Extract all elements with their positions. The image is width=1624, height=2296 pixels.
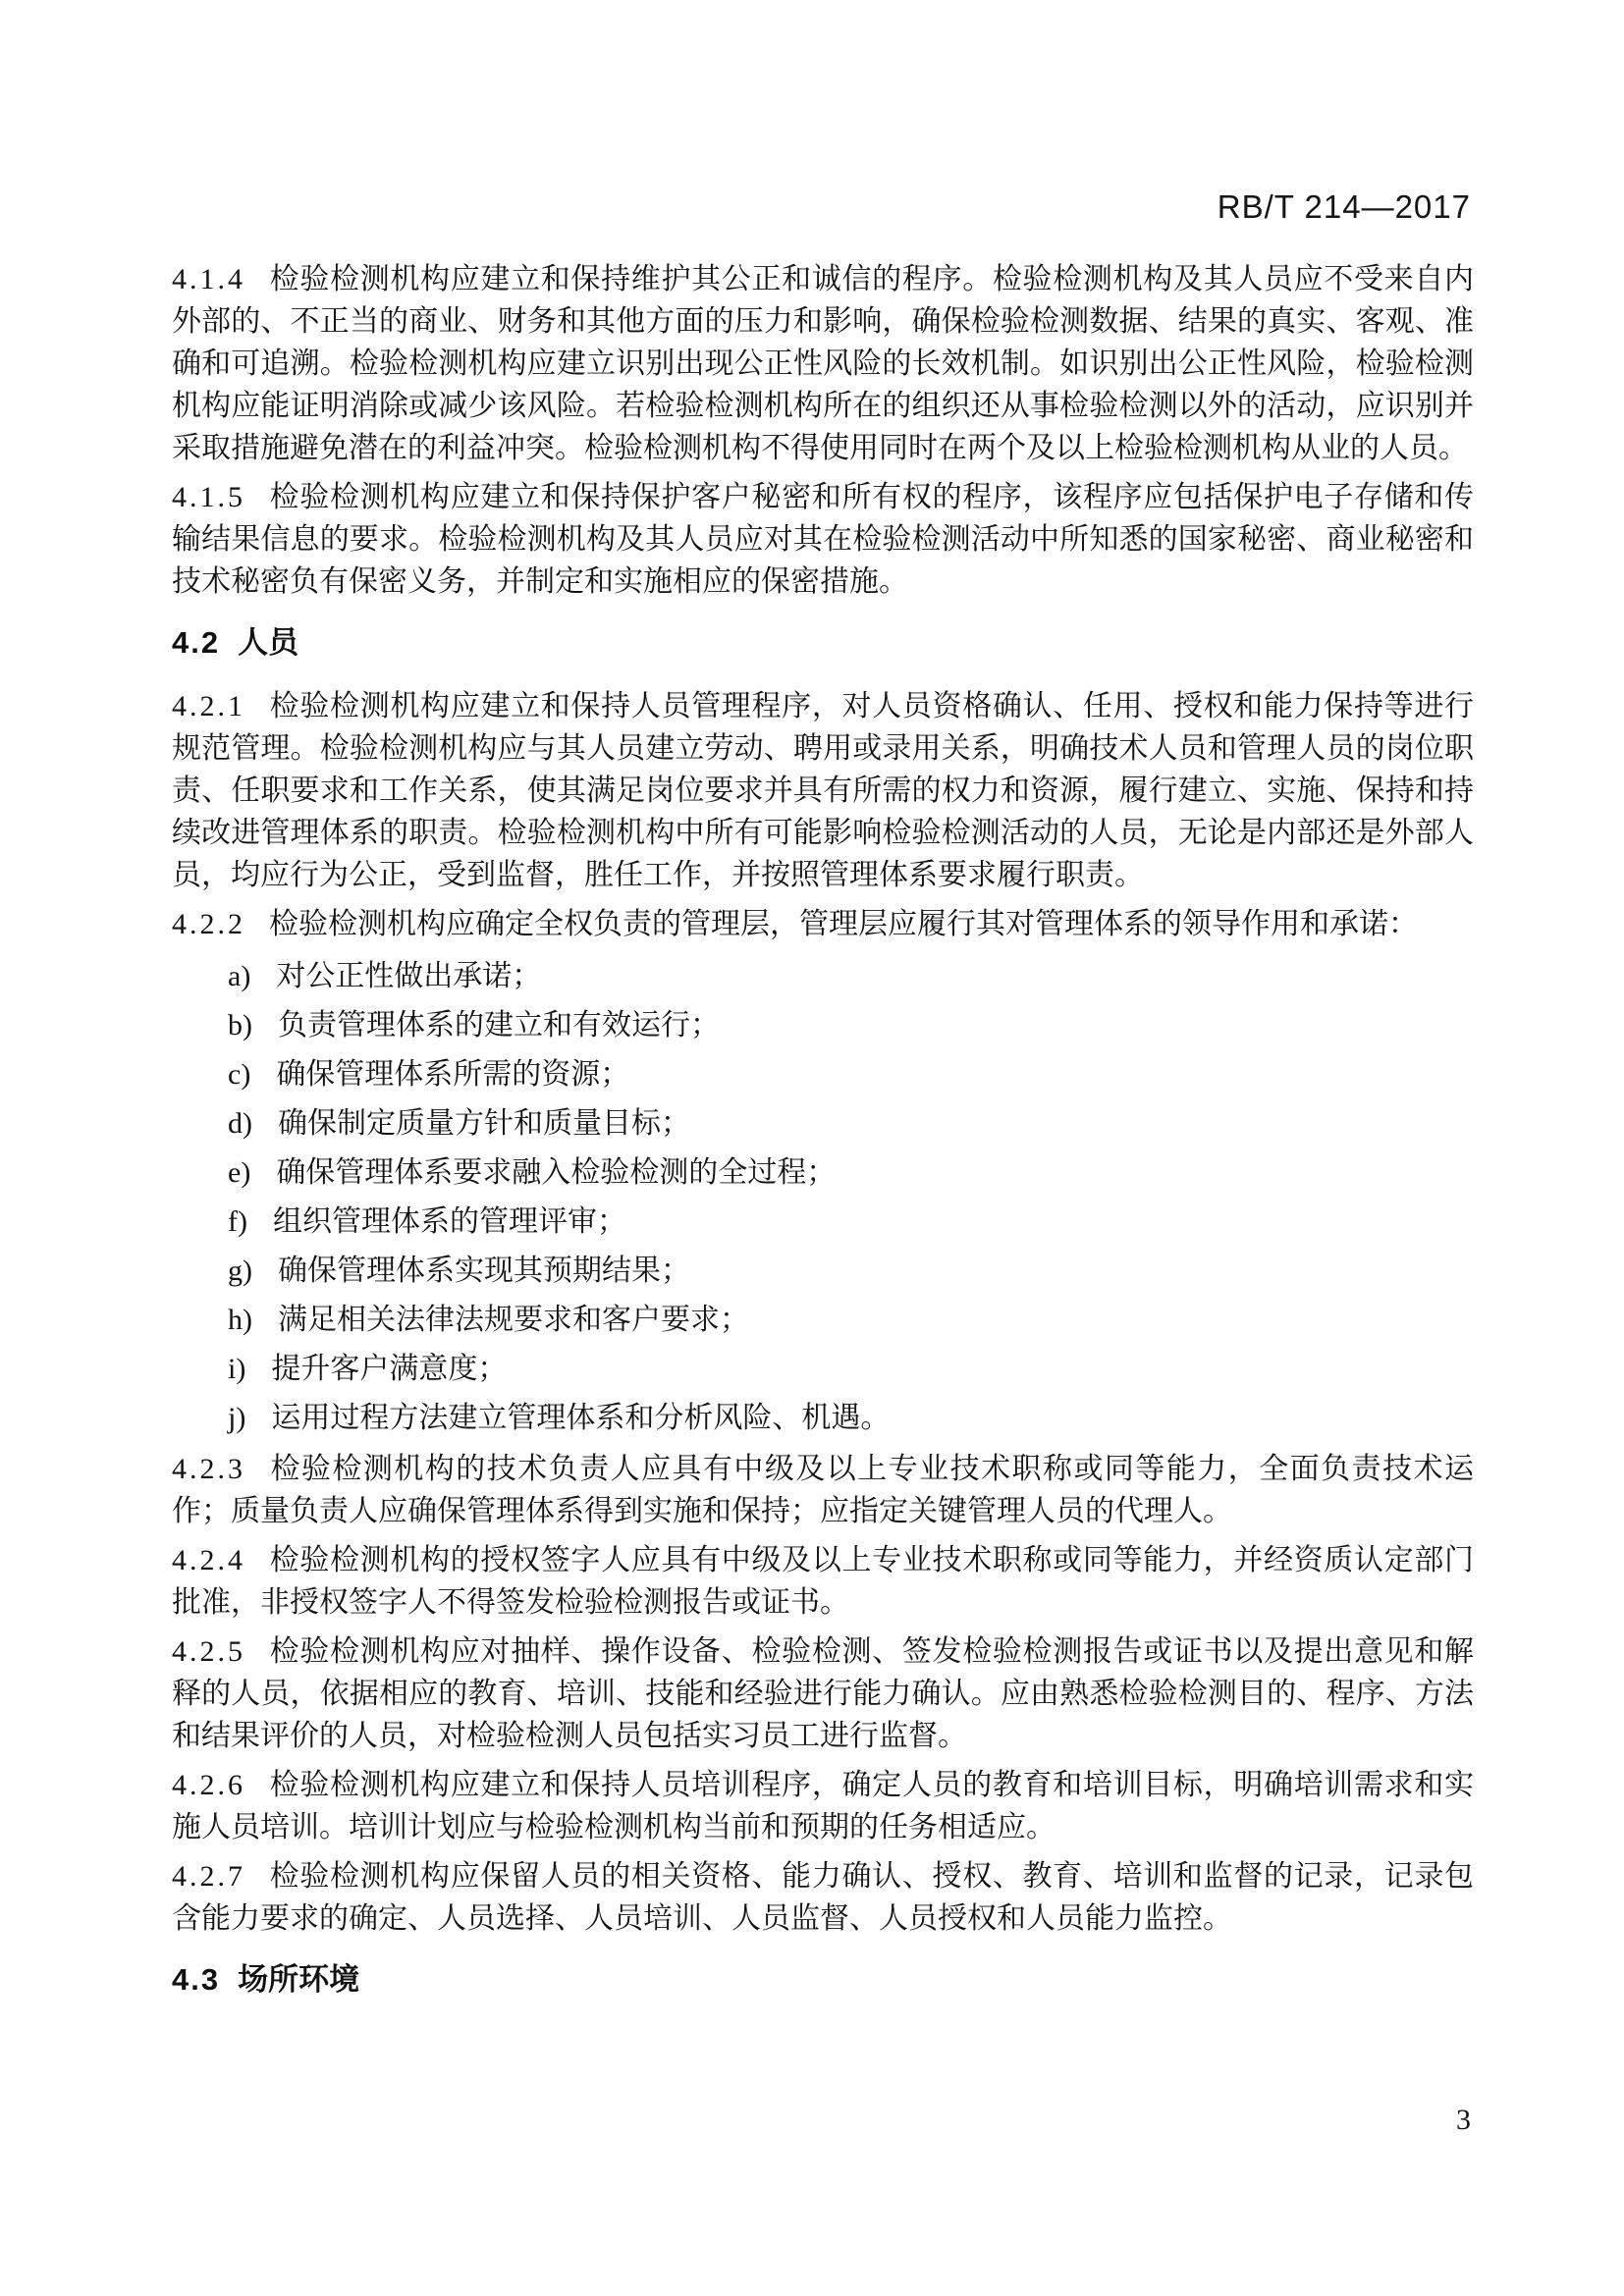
list-item-c [228,1050,1474,1099]
item-letter: h) [228,1304,252,1336]
clause-text: 检验检测机构应建立和保持维护其公正和诚信的程序。检验检测机构及其人员应不受来自内外部的、不正当的商业、财务和其他方面的压力和影响，确保检验检测数据、结果的真实、客观、准确和可追溯。检验检测机构应建立识别出现公正性风险的长效机制。如识别出公正性风险，检验检测机构应能证明消除或减少该风险。若检验检测机构所在的组织还从事检验检测以外的活动，应识别并采取措施避免潜在的利益冲突。检验检测机构不得使用同时在两个及以上检验检测机构从业的人员。 [172,263,1474,464]
item-text: 确保制定质量方针和质量目标； [278,1107,690,1140]
management-commitment-list [172,952,1474,1443]
item-letter: g) [228,1255,252,1287]
clause-number: 4.2.6 [172,1769,245,1801]
clause-4-2-6 [172,1764,1474,1848]
item-letter: i) [228,1353,246,1385]
section-number: 4.3 [172,1962,221,1997]
list-item-f [228,1198,1474,1247]
clause-4-2-7 [172,1855,1474,1940]
item-text: 满足相关法律法规要求和客户要求； [278,1304,749,1336]
clause-4-2-3 [172,1448,1474,1532]
clause-4-2-1 [172,685,1474,896]
list-item-i [228,1345,1474,1394]
item-letter: b) [228,1009,252,1041]
clause-text: 检验检测机构应建立和保持人员培训程序，确定人员的教育和培训目标，明确培训需求和实施人员培训。培训计划应与检验检测机构当前和预期的任务相适应。 [172,1769,1474,1843]
clause-number: 4.2.7 [172,1860,245,1893]
heading-4-3 [172,1958,1474,2001]
page-footer [1456,2104,1471,2137]
clause-4-2-5 [172,1630,1474,1757]
item-text: 对公正性做出承诺； [276,960,542,992]
clause-4-2-2 [172,903,1474,945]
clause-number: 4.1.5 [172,481,245,513]
clause-text: 检验检测机构的授权签字人应具有中级及以上专业技术职称或同等能力，并经资质认定部门批准，非授权签字人不得签发检验检测报告或证书。 [172,1544,1474,1619]
list-item-e [228,1148,1474,1198]
item-letter: e) [228,1156,251,1189]
list-item-j [228,1394,1474,1443]
item-text: 确保管理体系实现其预期结果； [278,1255,690,1287]
item-text: 组织管理体系的管理评审； [272,1205,626,1238]
clause-number: 4.2.4 [172,1544,245,1576]
page-number: 3 [1456,2104,1471,2136]
list-item-h [228,1296,1474,1345]
clause-number: 4.2.5 [172,1635,245,1668]
list-item-b [228,1001,1474,1050]
clause-number: 4.2.3 [172,1453,245,1485]
standard-code: RB/T 214—2017 [1217,188,1471,225]
clause-4-2-4 [172,1539,1474,1624]
clause-number: 4.1.4 [172,263,245,295]
item-text: 确保管理体系所需的资源； [276,1058,630,1091]
heading-4-2 [172,621,1474,664]
list-item-d [228,1099,1474,1148]
item-text: 确保管理体系要求融入检验检测的全过程； [276,1156,837,1189]
section-title: 人员 [238,625,299,660]
page-header [172,188,1471,226]
clause-4-1-5 [172,476,1474,603]
item-text: 运用过程方法建立管理体系和分析风险、机遇。 [271,1402,891,1434]
item-letter: f) [228,1205,247,1238]
clause-text: 检验检测机构应确定全权负责的管理层，管理层应履行其对管理体系的领导作用和承诺： [269,908,1418,940]
clause-text: 检验检测机构应保留人员的相关资格、能力确认、授权、教育、培训和监督的记录，记录包含能力要求的确定、人员选择、人员培训、人员监督、人员授权和人员能力监控。 [172,1860,1474,1935]
item-letter: a) [228,960,251,992]
clause-text: 检验检测机构应对抽样、操作设备、检验检测、签发检验检测报告或证书以及提出意见和解释的人员，依据相应的教育、培训、技能和经验进行能力确认。应由熟悉检验检测目的、程序、方法和结果评价的人员，对检验检测人员包括实习员工进行监督。 [172,1635,1474,1752]
document-body [172,258,1474,2022]
section-number: 4.2 [172,625,221,660]
item-text: 负责管理体系的建立和有效运行； [278,1009,720,1041]
list-item-g [228,1247,1474,1296]
clause-text: 检验检测机构的技术负责人应具有中级及以上专业技术职称或同等能力，全面负责技术运作；质量负责人应确保管理体系得到实施和保持；应指定关键管理人员的代理人。 [172,1453,1474,1527]
item-letter: c) [228,1058,251,1091]
clause-text: 检验检测机构应建立和保持人员管理程序，对人员资格确认、任用、授权和能力保持等进行规范管理。检验检测机构应与其人员建立劳动、聘用或录用关系，明确技术人员和管理人员的岗位职责、任职要求和工作关系，使其满足岗位要求并具有所需的权力和资源，履行建立、实施、保持和持续改进管理体系的职责。检验检测机构中所有可能影响检验检测活动的人员，无论是内部还是外部人员，均应行为公正，受到监督，胜任工作，并按照管理体系要求履行职责。 [172,690,1474,891]
clause-number: 4.2.1 [172,690,245,722]
list-item-a [228,952,1474,1001]
item-text: 提升客户满意度； [271,1353,508,1385]
item-letter: d) [228,1107,252,1140]
clause-4-1-4 [172,258,1474,469]
clause-number: 4.2.2 [172,908,245,940]
section-title: 场所环境 [238,1962,360,1997]
clause-text: 检验检测机构应建立和保持保护客户秘密和所有权的程序，该程序应包括保护电子存储和传输结果信息的要求。检验检测机构及其人员应对其在检验检测活动中所知悉的国家秘密、商业秘密和技术秘密负有保密义务，并制定和实施相应的保密措施。 [172,481,1474,598]
item-letter: j) [228,1402,246,1434]
